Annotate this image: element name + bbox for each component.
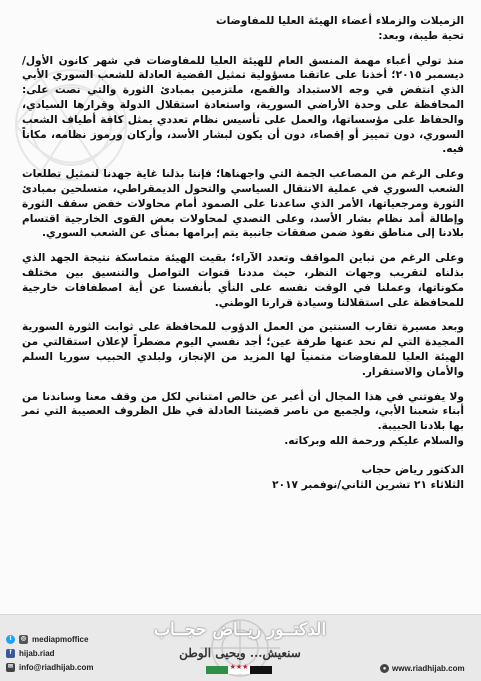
letter-body <box>22 14 464 492</box>
facebook-icon: f <box>6 649 15 658</box>
flag-stripe-white <box>228 663 250 674</box>
flag-stripe-black <box>250 666 272 674</box>
social-email[interactable] <box>6 660 93 674</box>
social-facebook[interactable] <box>6 646 93 660</box>
social-email-address: info@riadhijab.com <box>19 662 94 672</box>
social-twitter-handle: mediapmoffice <box>32 634 89 644</box>
flag-stripe-green <box>206 666 228 674</box>
letter-paragraph-3: وعلى الرغم من تباين المواقف وتعدد الآراء؛ بقيت الهيئة متماسكة نتيجة الجهد الذي بذلناه لتقريب وجهات النظر، حيث مددنا قنوات التواصل والتنسيق بين مختلف مكوناتها، وعملنا في الوقت نفسه على النأي بأنفسنا عن أية اصطفافات خارجية للمحافظة على استقلالنا وسيادة قرارنا الوطني. <box>22 252 464 309</box>
footer-brand-name: الدكتــور ريــاض حجــاب <box>153 620 327 640</box>
flag-stars-icon: ★★★ <box>229 663 249 671</box>
email-icon: ✉ <box>7 663 14 670</box>
instagram-icon: ◎ <box>20 635 27 642</box>
letter-salutation: الزميلات والزملاء أعضاء الهيئة العليا للمفاوضات <box>215 15 464 27</box>
syrian-revolution-flag <box>206 663 272 674</box>
letter-closing: والسلام عليكم ورحمة الله وبركاته. <box>284 434 464 447</box>
footer-website-link[interactable] <box>380 664 465 673</box>
letter-paragraph-2: وعلى الرغم من المصاعب الجمة التي واجهناها؛ فإننا بذلنا غاية جهدنا لتمثيل تطلعات الشعب السوري في عملية الانتقال السياسي والتحول الديمقراطي، متسلحين بمبادئ الثورة ومرجعياتها، الأمر الذي ساعدنا على الصمود أمام محاولات خفض سقف الثورة وإطالة أمد نظام بشار الأسد، وعلى التصدي لمحاولات بعض القوى الخارجية اقتسام بلادنا إلى مناطق نفوذ ضمن صفقات جانبية يتم إبرامها بمنأى عن الشعب السوري. <box>22 168 464 240</box>
letter-paragraph-4: وبعد مسيرة تقارب السنتين من العمل الدؤوب للمحافظة على ثوابت الثورة السورية المجيدة التي لم نحد عنها طرفة عين؛ أجد نفسي اليوم مضطراً لإعلان استقالتي من الهيئة العليا للمفاوضات متمنياً لها المزيد من الإنجاز، ولبلدي الحبيب سوريا السلم والأمان والاستقرار. <box>22 321 464 378</box>
footer-slogan: سنعيش... ويحيى الوطن <box>179 646 301 660</box>
website-url: www.riadhijab.com <box>392 664 465 673</box>
signature-date: الثلاثاء ٢١ تشرين الثاني/نوفمبر ٢٠١٧ <box>272 478 464 491</box>
globe-icon: ● <box>380 664 389 673</box>
signature-name: الدكتور رياض حجاب <box>361 463 464 476</box>
footer-social-links <box>6 632 93 674</box>
social-facebook-handle: hijab.riad <box>19 648 55 658</box>
social-twitter[interactable] <box>6 632 93 646</box>
signature-block <box>22 463 464 493</box>
letter-paragraph-1: منذ تولي أعباء مهمة المنسق العام للهيئة العليا للمفاوضات في شهر كانون الأول/ديسمبر ٢٠١٥؛ أخذنا على عاتقنا مسؤولية تمثيل القضية العادلة للشعب السوري الأبي الذي انتفض في وجه الاستبداد والقمع، ملتزمين بمبادئ الثورة والتي نصت على: المحافظة على وحدة الأراضي السورية، واستعادة استقلال الدولة وقرارها السيادي، والحفاظ على مؤسساتها، والعمل على تأسيس نظام تعددي يمثل كافة أطياف الشعب السوري، دون تمييز أو إقصاء، دون أن يكون لبشار الأسد، وأركان ورموز نظامه، مكاناً فيه. <box>22 54 464 156</box>
letter-paragraph-5: ولا يفوتني في هذا المجال أن أعبر عن خالص امتناني لكل من وقف معنا وساندنا من أبناء شعبنا الأبي، ولجميع من ناصر قضيتنا العادلة في ظل الظروف العصيبة التي تمر بها بلادنا الحبيبة. <box>22 390 464 433</box>
twitter-icon: t <box>6 635 15 644</box>
letter-greeting: تحية طيبة، وبعد: <box>378 29 464 42</box>
